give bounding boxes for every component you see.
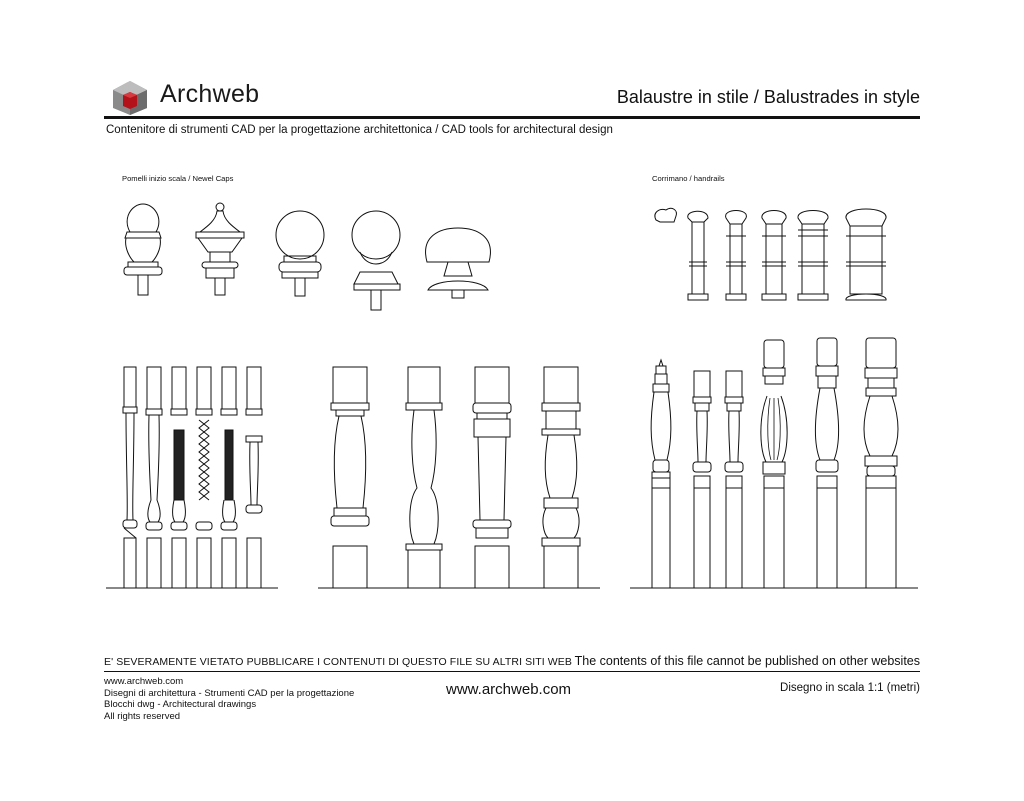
handrail-4 [762,211,786,301]
newel-cap-ball [276,211,324,296]
handrail-2 [688,211,708,300]
newel-cap-finial [196,203,244,295]
warning-italian: E' SEVERAMENTE VIETATO PUBBLICARE I CONTENUTI DI QUESTO FILE SU ALTRI SITI WEB [104,656,572,668]
footer-rule [104,671,920,672]
newel-post-group-3 [651,338,898,588]
footer-line: All rights reserved [104,710,181,722]
footer-info [104,676,354,722]
footer-line: www.archweb.com [104,676,184,687]
footer-line: Disegni di architettura - Strumenti CAD per la progettazione [104,687,355,699]
footer-line: Blocchi dwg - Architectural drawings [104,699,257,710]
baluster-group-2 [331,367,580,588]
page-title: Balaustre in stile / Balustrades in style [616,87,920,107]
brand-name: Archweb [160,80,260,108]
footer-url: www.archweb.com [446,681,572,698]
page-subtitle: Contenitore di strumenti CAD per la progettazione architettonica / CAD tools for architectural design [106,124,613,136]
newel-cap-mushroom [426,228,491,298]
handrail-6 [846,209,886,300]
handrail-5 [798,211,828,301]
newel-cap-acorn [124,204,162,295]
newel-caps-caption: Pomelli inizio scala / Newel Caps [122,174,234,183]
newel-cap-ball-cup [352,211,400,310]
handrail-3 [726,211,747,301]
handrail-1 [655,208,676,222]
spindle-group-1 [123,367,262,588]
warning-english: The contents of this file cannot be published on other websites [574,654,920,668]
drawing-scale: Disegno in scala 1:1 (metri) [780,682,920,694]
handrails-caption: Corrimano / handrails [652,174,725,183]
